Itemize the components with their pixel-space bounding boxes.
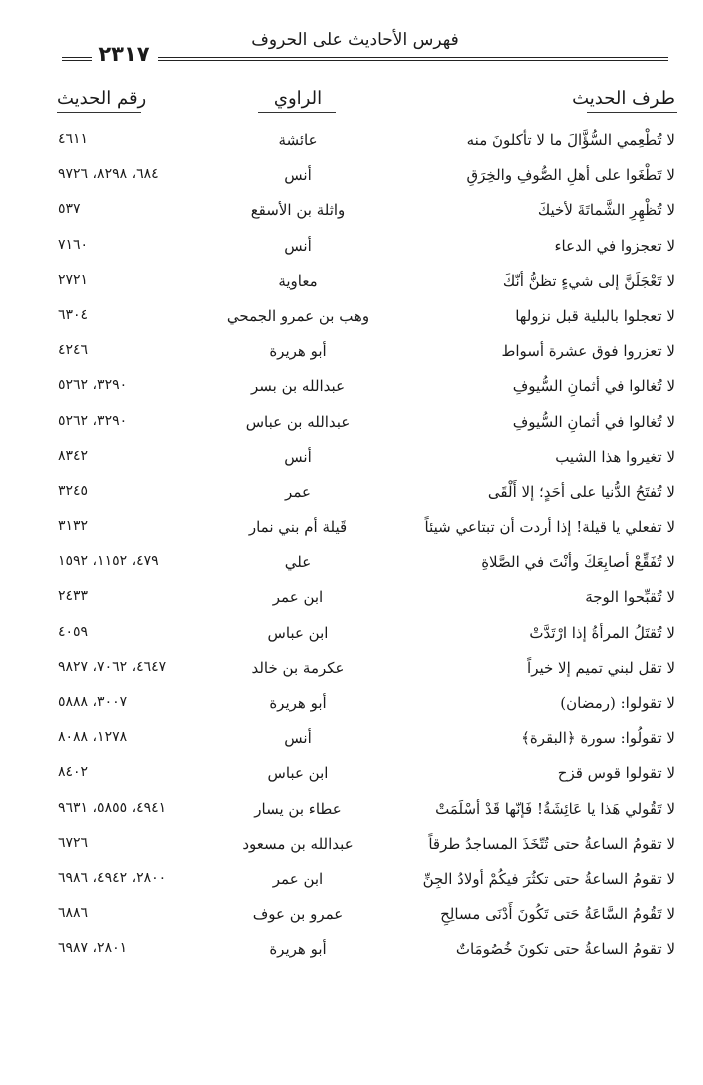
narrator-cell: ابن عمر bbox=[272, 869, 324, 888]
narrator-cell: أنس bbox=[284, 166, 312, 185]
table-row bbox=[0, 514, 703, 549]
narrator-cell: ابن عمر bbox=[272, 588, 324, 607]
hadith-cell: لا تغيروا هذا الشيب bbox=[555, 447, 675, 466]
table-row bbox=[0, 338, 703, 373]
narrator-cell: عمرو بن عوف bbox=[252, 905, 344, 924]
table-row bbox=[0, 444, 703, 479]
hadith-number-cell: ٤٦٤٧، ٧٠٦٢، ٩٨٢٧ bbox=[58, 658, 167, 675]
table-row bbox=[0, 303, 703, 338]
hadith-cell: لا تُفَقِّعْ أصابِعَكَ وأنْتَ في الصَّلاةِ bbox=[481, 553, 675, 572]
hadith-cell: لا تُقتَلُ المرأةُ إذا ارْتَدَّتْ bbox=[529, 623, 675, 642]
hadith-number-cell: ٦٣٠٤ bbox=[58, 306, 89, 323]
table-row bbox=[0, 866, 703, 901]
narrator-cell: أنس bbox=[284, 447, 312, 466]
table-row bbox=[0, 831, 703, 866]
table-row bbox=[0, 760, 703, 795]
narrator-cell: وهب بن عمرو الجمحي bbox=[226, 306, 370, 325]
running-title: فهرس الأحاديث على الحروف bbox=[251, 30, 459, 50]
hadith-number-cell: ٦٧٢٦ bbox=[58, 834, 89, 851]
hadith-cell: لا تَطْغَوا على أهلِ الصُّوفِ والخِرَقِ bbox=[466, 166, 675, 185]
index-table bbox=[0, 127, 703, 972]
narrator-cell: ابن عباس bbox=[267, 623, 329, 642]
header-rule bbox=[158, 57, 668, 61]
hadith-number-cell: ٣١٣٢ bbox=[58, 518, 89, 535]
hadith-number-cell: ٣٠٠٧، ٥٨٨٨ bbox=[58, 694, 128, 710]
table-row bbox=[0, 162, 703, 197]
narrator-cell: عبدالله بن بسر bbox=[250, 377, 346, 396]
hadith-number-cell: ٤٦١١ bbox=[58, 131, 89, 147]
column-underline-narrator bbox=[258, 112, 336, 113]
narrator-cell: عبدالله بن مسعود bbox=[242, 834, 354, 853]
hadith-number-cell: ١٢٧٨، ٨٠٨٨ bbox=[58, 729, 128, 746]
hadith-cell: لا تقولوا: (رمضان) bbox=[560, 694, 675, 712]
hadith-number-cell: ٣٢٩٠، ٥٢٦٢ bbox=[58, 377, 128, 394]
hadith-number-cell: ٤٩٤١، ٥٨٥٥، ٩٦٣١ bbox=[58, 799, 167, 816]
narrator-cell: قَيلة أم بني نمار bbox=[248, 518, 348, 537]
table-row bbox=[0, 796, 703, 831]
hadith-cell: لا تُطْعِمي السُّؤَّالَ ما لا تأكلونَ منه bbox=[466, 131, 675, 149]
hadith-number-cell: ٦٨٤، ٨٢٩٨، ٩٧٢٦ bbox=[58, 166, 159, 183]
table-row bbox=[0, 197, 703, 232]
narrator-cell: أنس bbox=[284, 236, 312, 255]
table-row bbox=[0, 690, 703, 725]
narrator-cell: عائشة bbox=[278, 131, 318, 149]
hadith-number-cell: ٤٢٤٦ bbox=[58, 342, 89, 359]
hadith-cell: لا تقل لبني تميم إلا خيراً bbox=[527, 658, 675, 677]
table-row bbox=[0, 936, 703, 971]
hadith-number-cell: ٢٨٠١، ٦٩٨٧ bbox=[58, 940, 128, 957]
narrator-cell: عبدالله بن عباس bbox=[245, 412, 351, 431]
table-row bbox=[0, 584, 703, 619]
hadith-number-cell: ٧١٦٠ bbox=[58, 236, 89, 253]
hadith-number-cell: ٢٧٢١ bbox=[58, 271, 89, 288]
hadith-number-cell: ٣٢٩٠، ٥٢٦٢ bbox=[58, 412, 128, 429]
table-row bbox=[0, 901, 703, 936]
hadith-cell: لا تعجلوا بالبلية قبل نزولها bbox=[515, 306, 675, 325]
hadith-cell: لا تَقُولي هَذا يا عَائِشَةُ! فَإنّها قَدْ أسْلَمَتْ bbox=[435, 799, 675, 818]
table-row bbox=[0, 479, 703, 514]
table-row bbox=[0, 127, 703, 162]
hadith-number-cell: ٤٧٩، ١١٥٢، ١٥٩٢ bbox=[58, 553, 159, 570]
narrator-cell: ابن عباس bbox=[267, 764, 329, 783]
narrator-cell: عطاء بن يسار bbox=[254, 799, 342, 818]
hadith-number-cell: ٢٨٠٠، ٤٩٤٢، ٦٩٨٦ bbox=[58, 869, 167, 886]
hadith-cell: لا تفعلي يا قيلة! إذا أردت أن تبتاعي شيئاً bbox=[424, 518, 675, 537]
hadith-cell: لا تُفتَحُ الدُّنيا على أحَدٍ؛ إلا أَلْقَى bbox=[487, 482, 675, 501]
hadith-number-cell: ٥٣٧ bbox=[58, 201, 81, 218]
narrator-cell: أبو هريرة bbox=[269, 694, 327, 712]
hadith-cell: لا تقولوا قوس قزح bbox=[557, 764, 675, 783]
narrator-cell: أنس bbox=[284, 729, 312, 748]
hadith-number-cell: ٢٤٣٣ bbox=[58, 588, 89, 605]
column-underline-number bbox=[57, 112, 141, 113]
table-row bbox=[0, 725, 703, 760]
hadith-cell: لا تقولُوا: سورة ﴿البقرة﴾ bbox=[521, 729, 675, 748]
hadith-cell: لا تُغالوا في أثمانِ السُّيوفِ bbox=[512, 377, 675, 396]
hadith-cell: لا تقومُ الساعةُ حتى تكونَ خُصُومَاتٌ bbox=[455, 940, 675, 959]
hadith-number-cell: ٨٤٠٢ bbox=[58, 764, 89, 781]
narrator-cell: معاوية bbox=[278, 271, 318, 290]
column-heading-narrator: الراوي bbox=[273, 88, 323, 109]
hadith-cell: لا تُقبِّحوا الوجهَ bbox=[585, 588, 675, 607]
table-row bbox=[0, 268, 703, 303]
hadith-number-cell: ٦٨٨٦ bbox=[58, 905, 89, 922]
column-heading-number: رقم الحديث bbox=[57, 88, 147, 109]
narrator-cell: أبو هريرة bbox=[269, 940, 327, 959]
column-heading-hadith: طرف الحديث bbox=[572, 88, 675, 109]
narrator-cell: عكرمة بن خالد bbox=[251, 658, 345, 677]
table-row bbox=[0, 620, 703, 655]
hadith-number-cell: ٣٢٤٥ bbox=[58, 482, 89, 499]
narrator-cell: واثلة بن الأسقع bbox=[250, 201, 346, 220]
table-row bbox=[0, 549, 703, 584]
hadith-number-cell: ٨٣٤٢ bbox=[58, 447, 89, 464]
narrator-cell: أبو هريرة bbox=[269, 342, 327, 361]
hadith-cell: لا تعزروا فوق عشرة أسواط bbox=[501, 342, 675, 361]
hadith-cell: لا تقومُ الساعةُ حتى تُتّخَذَ المساجدُ طرقاً bbox=[428, 834, 675, 853]
narrator-cell: علي bbox=[284, 553, 312, 572]
hadith-number-cell: ٤٠٥٩ bbox=[58, 623, 89, 640]
hadith-cell: لا تَعْجَلَنَّ إلى شيءٍ تظنُّ أنّكَ bbox=[502, 271, 675, 290]
hadith-cell: لا تقومُ الساعةُ حتى تكثُرَ فيكُمْ أولادُ الجِنِّ bbox=[422, 869, 675, 888]
narrator-cell: عمر bbox=[285, 482, 311, 501]
table-row bbox=[0, 373, 703, 408]
table-row bbox=[0, 409, 703, 444]
page-number: ٢٣١٧ bbox=[98, 42, 150, 66]
hadith-cell: لا تَقُومُ السَّاعَةُ حَتى تَكُونَ أَدْنَى مسالِحِ bbox=[440, 905, 675, 924]
table-row bbox=[0, 233, 703, 268]
column-underline-hadith bbox=[587, 112, 677, 113]
hadith-cell: لا تُظْهِرِ الشَّماتَةَ لأخيكَ bbox=[537, 201, 675, 220]
hadith-cell: لا تعجزوا في الدعاء bbox=[554, 236, 675, 255]
header-rule-left bbox=[62, 57, 92, 61]
hadith-cell: لا تُغالوا في أثمانِ السُّيوفِ bbox=[512, 412, 675, 431]
table-row bbox=[0, 655, 703, 690]
